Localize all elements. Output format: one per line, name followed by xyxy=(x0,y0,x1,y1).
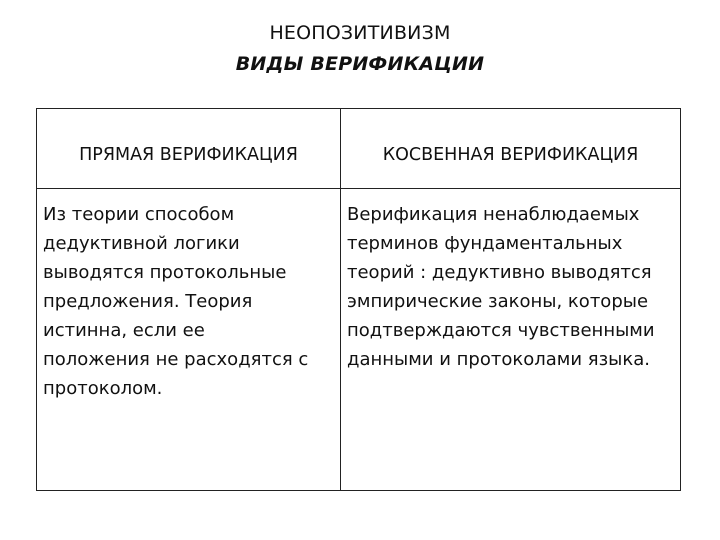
column-divider xyxy=(340,109,341,490)
text-line: дедуктивной логики xyxy=(43,233,240,254)
text-line: эмпирические законы, которые xyxy=(347,291,649,312)
text-line: положения не расходятся с xyxy=(43,349,309,370)
page-subtitle: ВИДЫ ВЕРИФИКАЦИИ xyxy=(235,53,485,75)
text-line: истинна, если ее xyxy=(43,320,205,341)
comparison-table xyxy=(36,108,681,491)
column-header-direct: ПРЯМАЯ ВЕРИФИКАЦИЯ xyxy=(79,145,298,165)
indirect-verification-text xyxy=(347,200,677,374)
text-line: теорий : дедуктивно выводятся xyxy=(347,262,652,283)
page-title: НЕОПОЗИТИВИЗМ xyxy=(269,22,451,44)
text-line: подтверждаются чувственными xyxy=(347,320,655,341)
text-line: данными и протоколами языка. xyxy=(347,349,651,370)
header-divider xyxy=(37,188,680,189)
text-line: протоколом. xyxy=(43,378,163,399)
direct-verification-text xyxy=(43,200,337,403)
text-line: выводятся протокольные xyxy=(43,262,287,283)
text-line: Из теории способом xyxy=(43,204,235,225)
column-header-indirect: КОСВЕННАЯ ВЕРИФИКАЦИЯ xyxy=(382,145,639,165)
text-line: Верификация ненаблюдаемых xyxy=(347,204,640,225)
text-line: терминов фундаментальных xyxy=(347,233,623,254)
text-line: предложения. Теория xyxy=(43,291,253,312)
